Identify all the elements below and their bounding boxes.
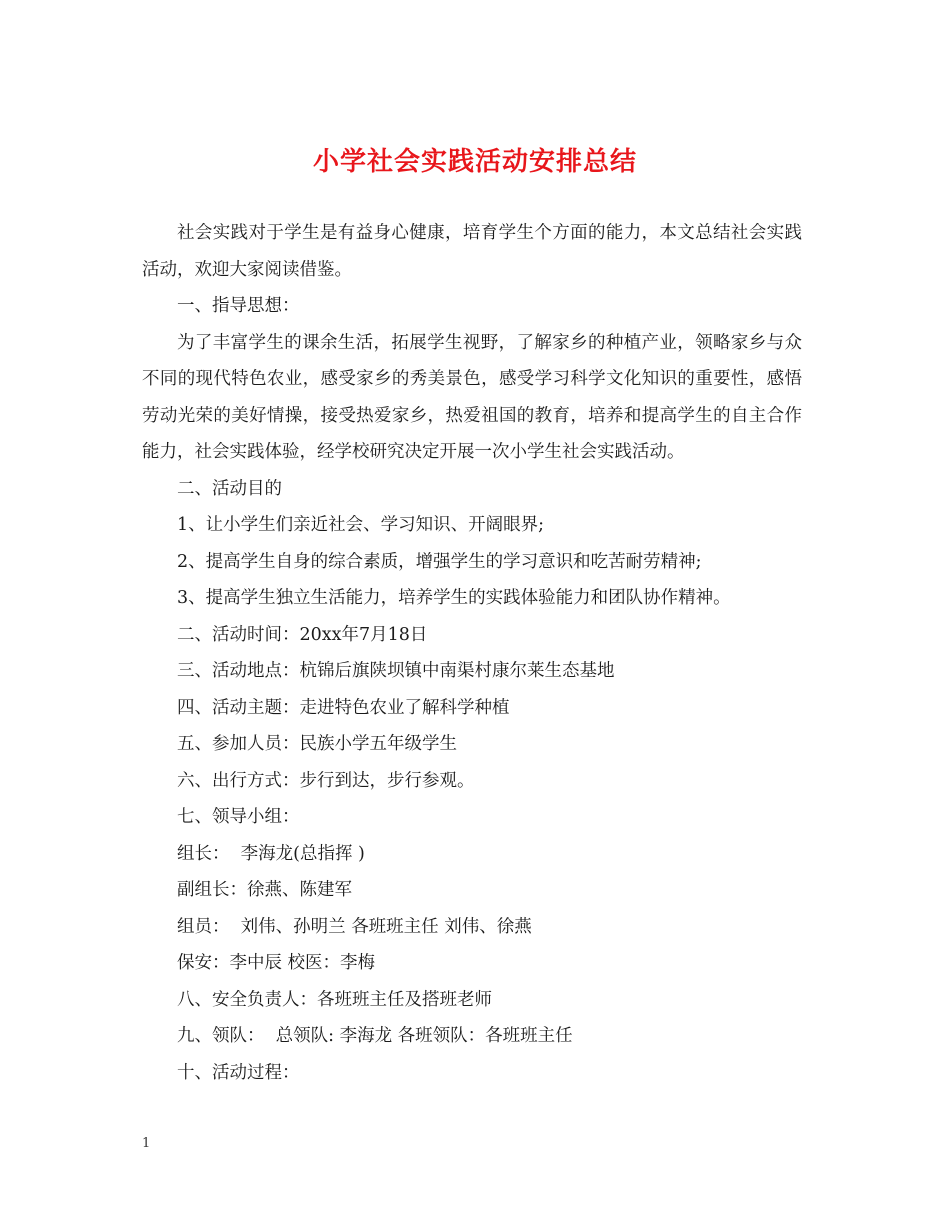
line-deputy-leader: 副组长：徐燕、陈建军 [177, 880, 352, 900]
line-activity-theme: 四、活动主题：走进特色农业了解科学种植 [177, 697, 510, 718]
section-heading-guiding-ideas: 一、指导思想： [177, 296, 300, 316]
section-heading-leadership: 七、领导小组： [177, 807, 300, 827]
line-security-medical: 保安：李中辰 校医：李梅 [177, 953, 376, 973]
page-number: 1 [142, 1136, 151, 1151]
document-body [142, 215, 802, 1091]
line-team-leaders: 九、领队： 总领队: 李海龙 各班领队：各班班主任 [177, 1026, 573, 1046]
section-heading-process: 十、活动过程： [177, 1062, 300, 1083]
document-title: 小学社会实践活动安排总结 [312, 147, 637, 177]
line-travel-mode: 六、出行方式：步行到达，步行参观。 [177, 770, 475, 791]
paragraph-intro: 社会实践对于学生是有益身心健康，培育学生个方面的能力，本文总结社会实践活动，欢迎大家阅读借鉴。 [142, 223, 802, 280]
line-group-members: 组员： 刘伟、孙明兰 各班班主任 刘伟、徐燕 [177, 916, 532, 937]
list-item-purpose-2: 2、提高学生自身的综合素质，增强学生的学习意识和吃苦耐劳精神; [177, 551, 702, 572]
line-group-leader: 组长： 李海龙(总指挥 ) [177, 843, 365, 864]
line-safety-officer: 八、安全负责人：各班班主任及搭班老师 [177, 989, 492, 1010]
section-heading-purpose: 二、活动目的 [177, 478, 282, 499]
line-participants: 五、参加人员：民族小学五年级学生 [177, 734, 457, 754]
list-item-purpose-3: 3、提高学生独立生活能力，培养学生的实践体验能力和团队协作精神。 [177, 588, 731, 608]
list-item-purpose-1: 1、让小学生们亲近社会、学习知识、开阔眼界; [177, 515, 545, 535]
line-activity-time: 二、活动时间：20xx年7月18日 [177, 624, 428, 645]
paragraph-guiding-ideas: 为了丰富学生的课余生活，拓展学生视野，了解家乡的种植产业，领略家乡与众不同的现代特色农业，感受家乡的秀美景色，感受学习科学文化知识的重要性，感悟劳动光荣的美好情操，接受热爱家乡，热爱祖国的教育，培养和提高学生的自主合作能力，社会实践体验，经学校研究决定开展一次小学生社会实践活动。 [142, 332, 802, 462]
line-activity-location: 三、活动地点：杭锦后旗陕坝镇中南渠村康尔莱生态基地 [177, 661, 615, 681]
